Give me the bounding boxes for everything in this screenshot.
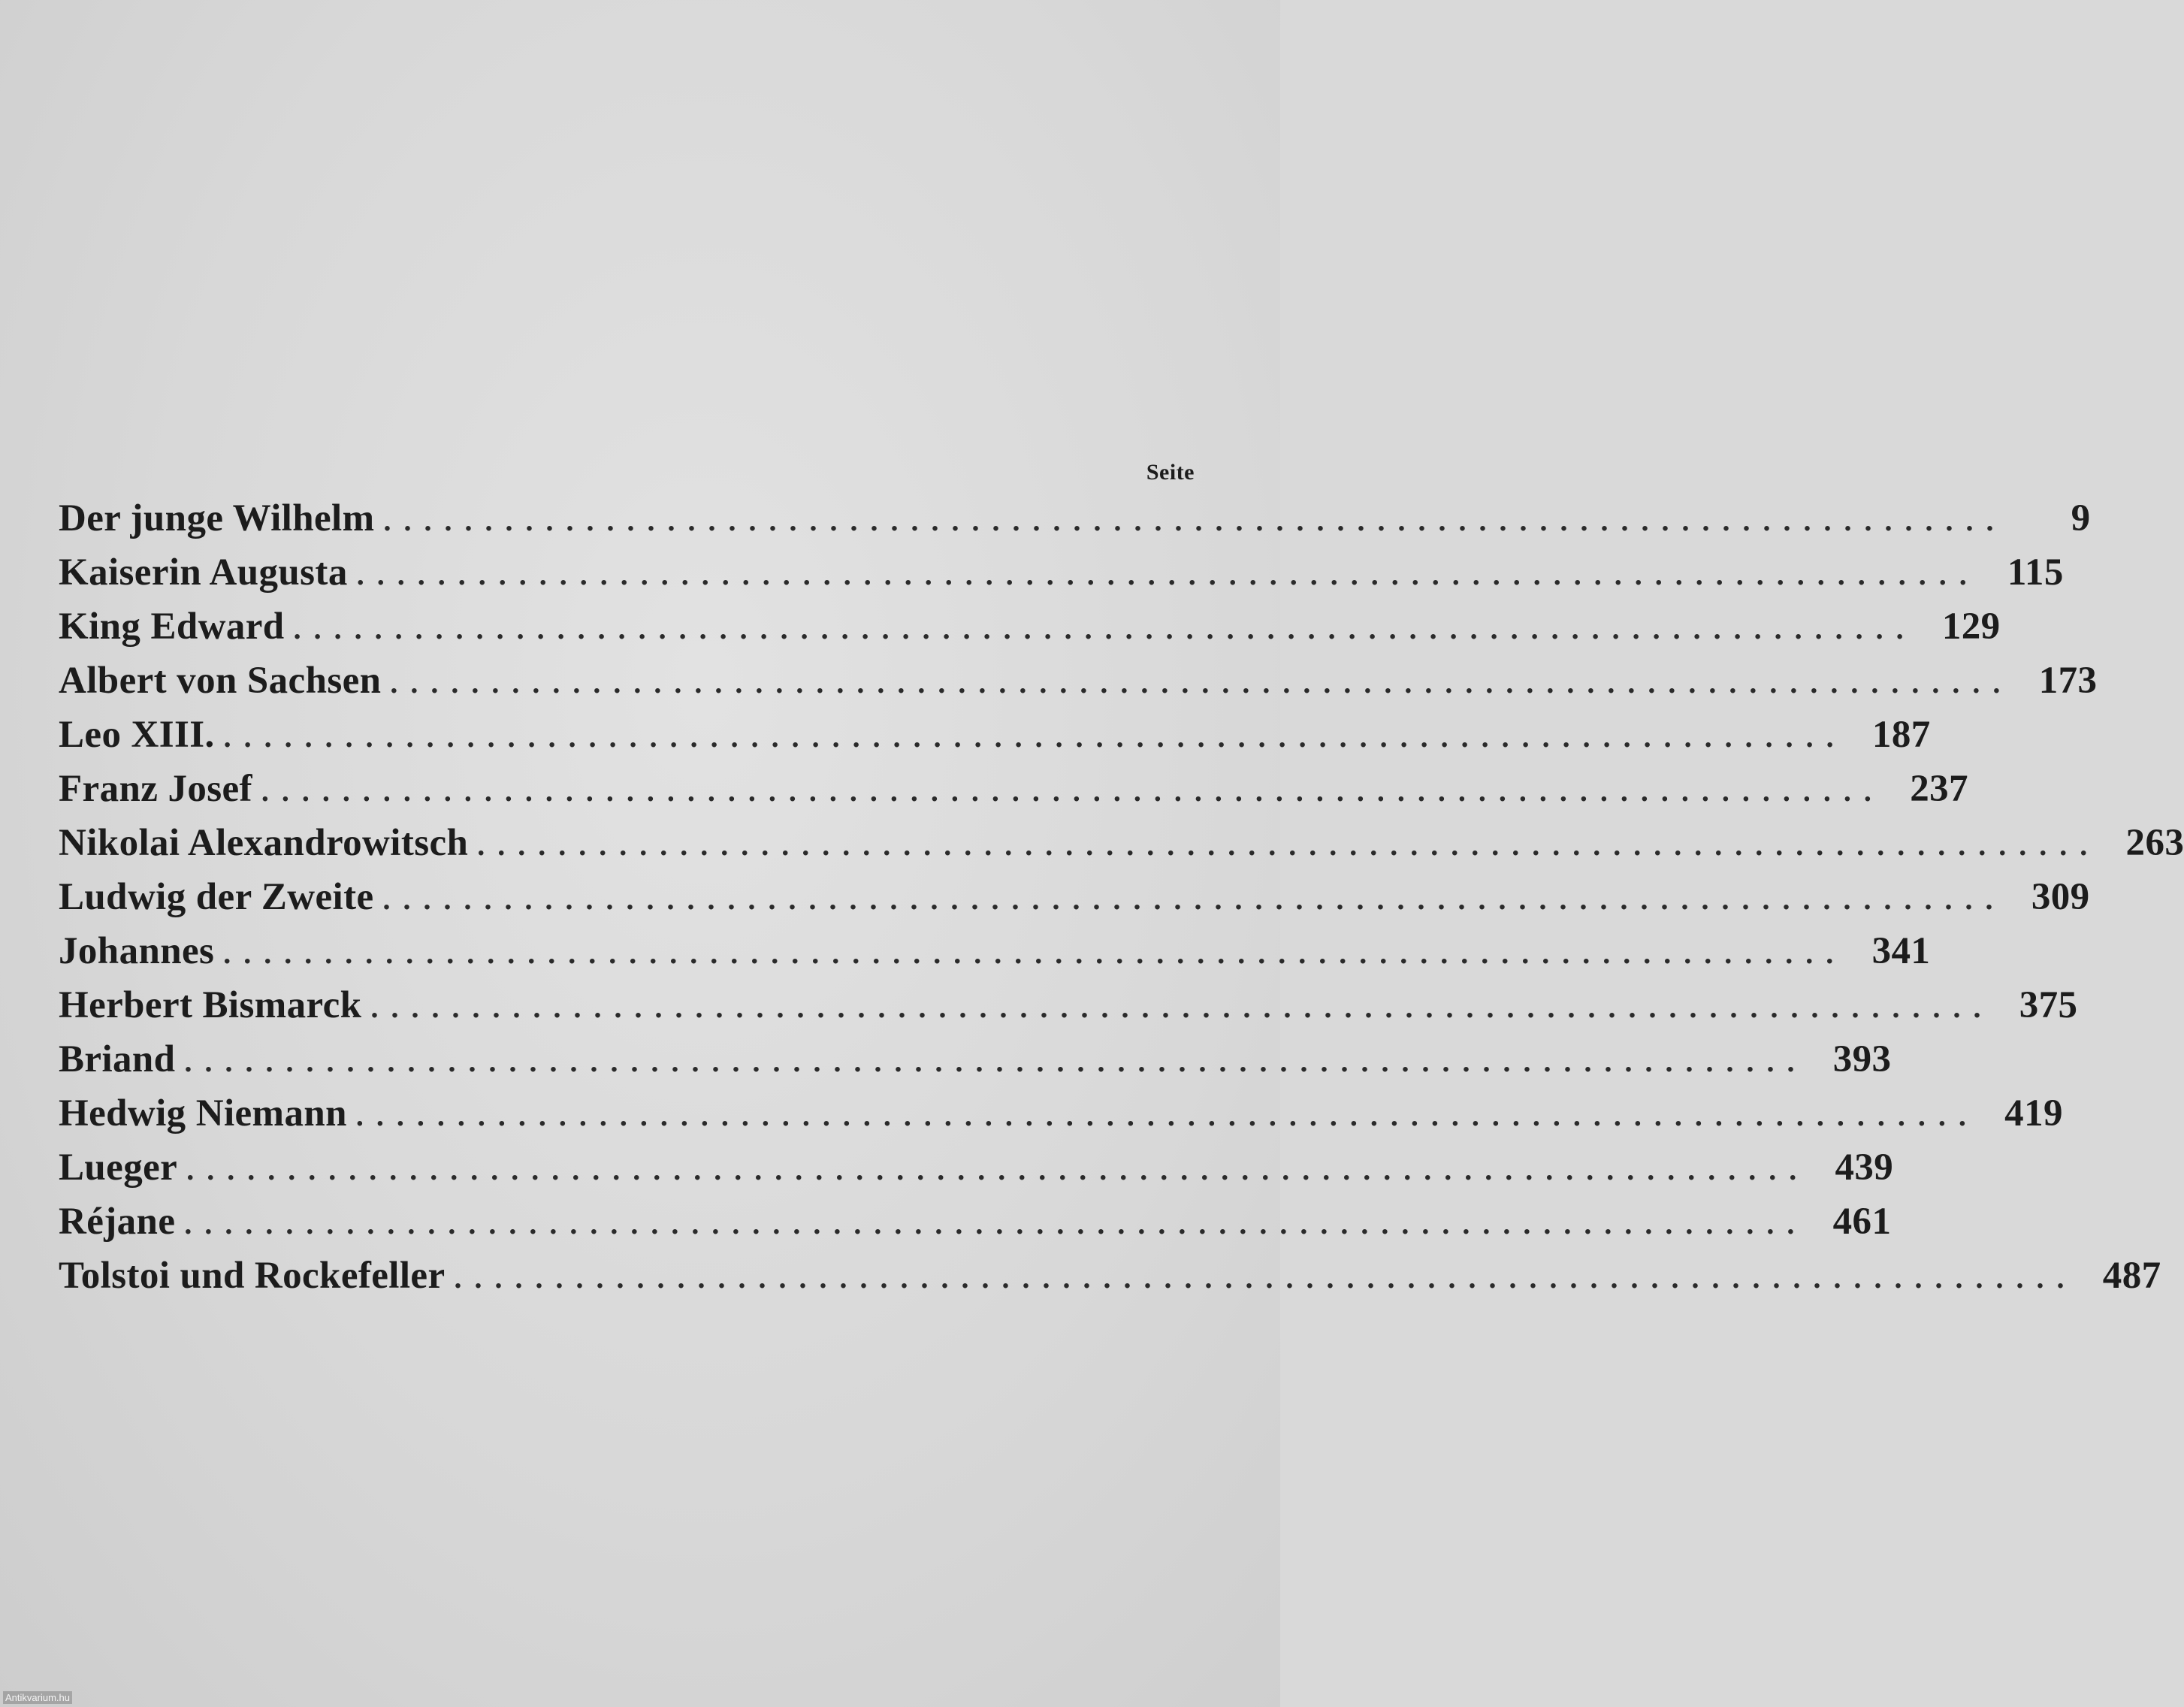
toc-entry-title: Leo XIII. bbox=[59, 714, 215, 756]
toc-entry-page: 375 bbox=[2019, 984, 2078, 1026]
dot-leader: ................................................................................ bbox=[184, 1044, 1808, 1078]
toc-entry bbox=[59, 978, 2078, 1032]
toc-entry-title: Briand bbox=[59, 1038, 176, 1080]
dot-leader: ................................................................................ bbox=[390, 666, 2013, 699]
toc-entry-page: 187 bbox=[1871, 714, 1931, 756]
toc-entry-page: 341 bbox=[1871, 930, 1931, 972]
toc-entry bbox=[59, 708, 1931, 762]
toc-entry-title: Der junge Wilhelm bbox=[59, 497, 375, 539]
dot-leader: ................................................................................ bbox=[293, 612, 1917, 645]
page-column-header: Seite bbox=[1146, 460, 1195, 485]
toc-entry-page: 115 bbox=[2007, 551, 2064, 594]
toc-entry-title: Nikolai Alexandrowitsch bbox=[59, 822, 469, 864]
toc-entry-list bbox=[59, 491, 2184, 1303]
toc-entry bbox=[59, 545, 2064, 600]
toc-entry-title: King Edward bbox=[59, 606, 285, 648]
toc-entry-title: Hedwig Niemann bbox=[59, 1092, 347, 1134]
dot-leader: ................................................................................ bbox=[356, 557, 1980, 591]
toc-entry-page: 419 bbox=[2004, 1092, 2063, 1134]
dot-leader: ................................................................................ bbox=[477, 828, 2101, 862]
toc-entry bbox=[59, 1195, 1892, 1249]
toc-entry bbox=[59, 870, 2090, 924]
toc-entry-page: 461 bbox=[1832, 1201, 1892, 1243]
toc-entry-title: Herbert Bismarck bbox=[59, 984, 362, 1026]
dot-leader: ................................................................................ bbox=[261, 774, 1884, 808]
toc-entry-page: 393 bbox=[1832, 1038, 1892, 1080]
toc-entry-page: 263 bbox=[2125, 822, 2184, 864]
toc-entry-page: 439 bbox=[1835, 1147, 1894, 1189]
toc-entry bbox=[59, 1141, 1894, 1195]
watermark: Antikvarium.hu bbox=[3, 1691, 72, 1704]
toc-entry-title: Réjane bbox=[59, 1201, 176, 1243]
toc-entry bbox=[59, 491, 2091, 545]
dot-leader: ................................................................................ bbox=[382, 882, 2006, 916]
toc-entry bbox=[59, 924, 1931, 978]
toc-entry bbox=[59, 1086, 2063, 1141]
toc-entry bbox=[59, 816, 2184, 870]
toc-entry-page: 309 bbox=[2031, 876, 2090, 918]
toc-entry bbox=[59, 1032, 1892, 1086]
toc-entry-page: 9 bbox=[2071, 497, 2091, 539]
toc-entry-page: 487 bbox=[2102, 1255, 2161, 1297]
toc-entry bbox=[59, 654, 2098, 708]
dot-leader: ................................................................................ bbox=[383, 503, 2007, 537]
toc-entry-title: Albert von Sachsen bbox=[59, 660, 382, 702]
dot-leader: ................................................................................ bbox=[355, 1098, 1979, 1132]
toc-entry bbox=[59, 762, 1968, 816]
dot-leader: ................................................................................ bbox=[223, 720, 1847, 754]
toc-entry-title: Kaiserin Augusta bbox=[59, 551, 348, 594]
toc-entry-page: 173 bbox=[2038, 660, 2098, 702]
toc-entry-title: Lueger bbox=[59, 1147, 178, 1189]
dot-leader: ................................................................................ bbox=[223, 936, 1847, 970]
toc-entry-title: Tolstoi und Rockefeller bbox=[59, 1255, 446, 1297]
toc-entry bbox=[59, 1249, 2161, 1303]
dot-leader: ................................................................................ bbox=[370, 990, 1994, 1024]
table-of-contents bbox=[59, 454, 2184, 1303]
toc-entry-title: Franz Josef bbox=[59, 768, 252, 810]
toc-entry-page: 237 bbox=[1910, 768, 1968, 810]
toc-entry-page: 129 bbox=[1941, 606, 2001, 648]
dot-leader: ................................................................................ bbox=[454, 1261, 2077, 1295]
dot-leader: ................................................................................ bbox=[186, 1153, 1810, 1186]
toc-entry-title: Ludwig der Zweite bbox=[59, 876, 374, 918]
toc-entry-title: Johannes bbox=[59, 930, 215, 972]
toc-entry bbox=[59, 600, 2001, 654]
dot-leader: ................................................................................ bbox=[184, 1207, 1808, 1240]
